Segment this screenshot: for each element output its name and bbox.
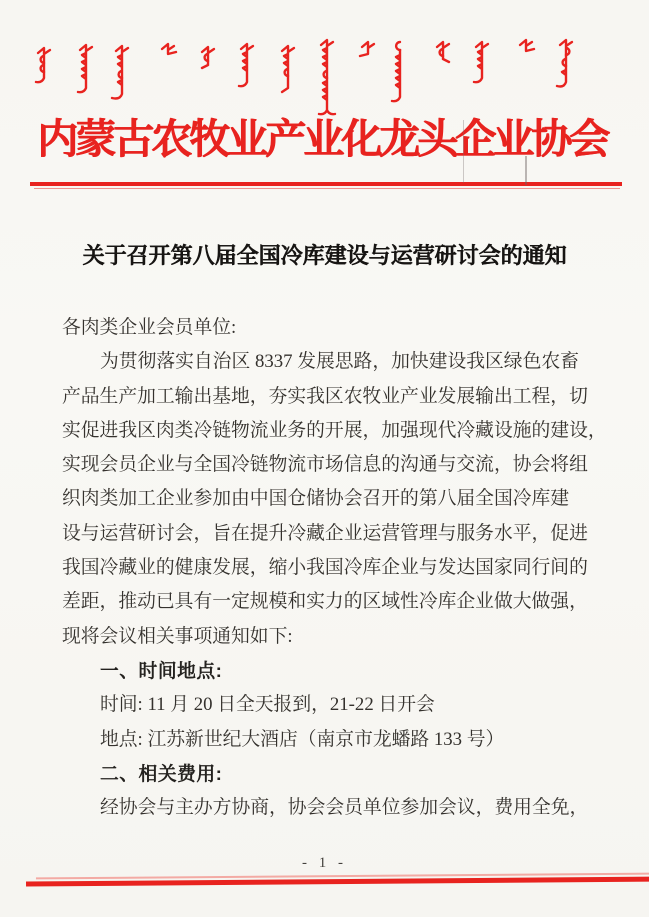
organization-name: 内蒙古农牧业产业化龙头企业协会: [37, 116, 607, 162]
mongolian-script-word: [282, 46, 294, 92]
mongolian-script-word: [392, 42, 400, 101]
paragraph-line: 织肉类加工企业参加由中国仓储协会召开的第八届全国冷库建: [62, 488, 570, 510]
paragraph-line: 产品生产加工输出基地，夯实我区农牧业产业发展输出工程，切: [62, 385, 588, 407]
meeting-location-line: 地点: 江苏新世纪大酒店（南京市龙蟠路 133 号）: [100, 728, 505, 750]
meeting-time-line: 时间: 11 月 20 日全天报到，21-22 日开会: [100, 694, 435, 716]
mongolian-script-word: [162, 44, 176, 54]
mongolian-script-word: [437, 42, 449, 62]
paragraph-line: 实现会员企业与全国冷链物流市场信息的沟通与交流，协会将组: [62, 454, 588, 476]
page-number: - 1 -: [302, 855, 347, 871]
paragraph-line: 设与运营研讨会，旨在提升冷藏企业运营管理与服务水平，促进: [62, 522, 588, 544]
mongolian-script-word: [239, 44, 253, 86]
paragraph-line: 实促进我区肉类冷链物流业务的开展，加强现代冷藏设施的建设，: [62, 419, 607, 441]
fees-line: 经协会与主办方协商，协会会员单位参加会议，费用全免，: [100, 797, 589, 819]
mongolian-script-word: [557, 40, 572, 87]
scan-artifact-line: [463, 120, 464, 183]
mongolian-script-word: [202, 47, 214, 68]
mongolian-script-word: [78, 45, 92, 92]
section-1-heading: 一、时间地点:: [100, 659, 223, 681]
mongolian-script-word: [319, 40, 335, 114]
letterhead-divider-thin-line: [34, 188, 620, 189]
paragraph-line: 现将会议相关事项通知如下:: [62, 625, 293, 647]
notice-body: [62, 311, 610, 825]
mongolian-script-word: [520, 40, 534, 51]
mongolian-script-word: [36, 48, 50, 82]
mongolian-script-word: [474, 42, 488, 82]
section-2-heading: 二、相关费用:: [100, 762, 223, 784]
salutation: 各肉类企业会员单位:: [62, 317, 237, 338]
paragraph-line: 我国冷藏业的健康发展，缩小我国冷库企业与发达国家同行间的: [62, 557, 588, 579]
scan-artifact-line: [525, 156, 527, 185]
mongolian-script-word: [360, 42, 374, 56]
letterhead-divider-thick-line: [30, 182, 622, 186]
letterhead-divider: [30, 182, 622, 191]
paragraph-line: 为贯彻落实自治区 8337 发展思路，加快建设我区绿色农畜: [100, 351, 579, 373]
notice-title: 关于召开第八届全国冷库建设与运营研讨会的通知: [82, 243, 567, 268]
page-bottom-edge-lines: [26, 872, 649, 888]
paragraph-line: 差距，推动已具有一定规模和实力的区域性冷库企业做大做强，: [62, 591, 588, 613]
mongolian-script-word: [112, 46, 128, 99]
